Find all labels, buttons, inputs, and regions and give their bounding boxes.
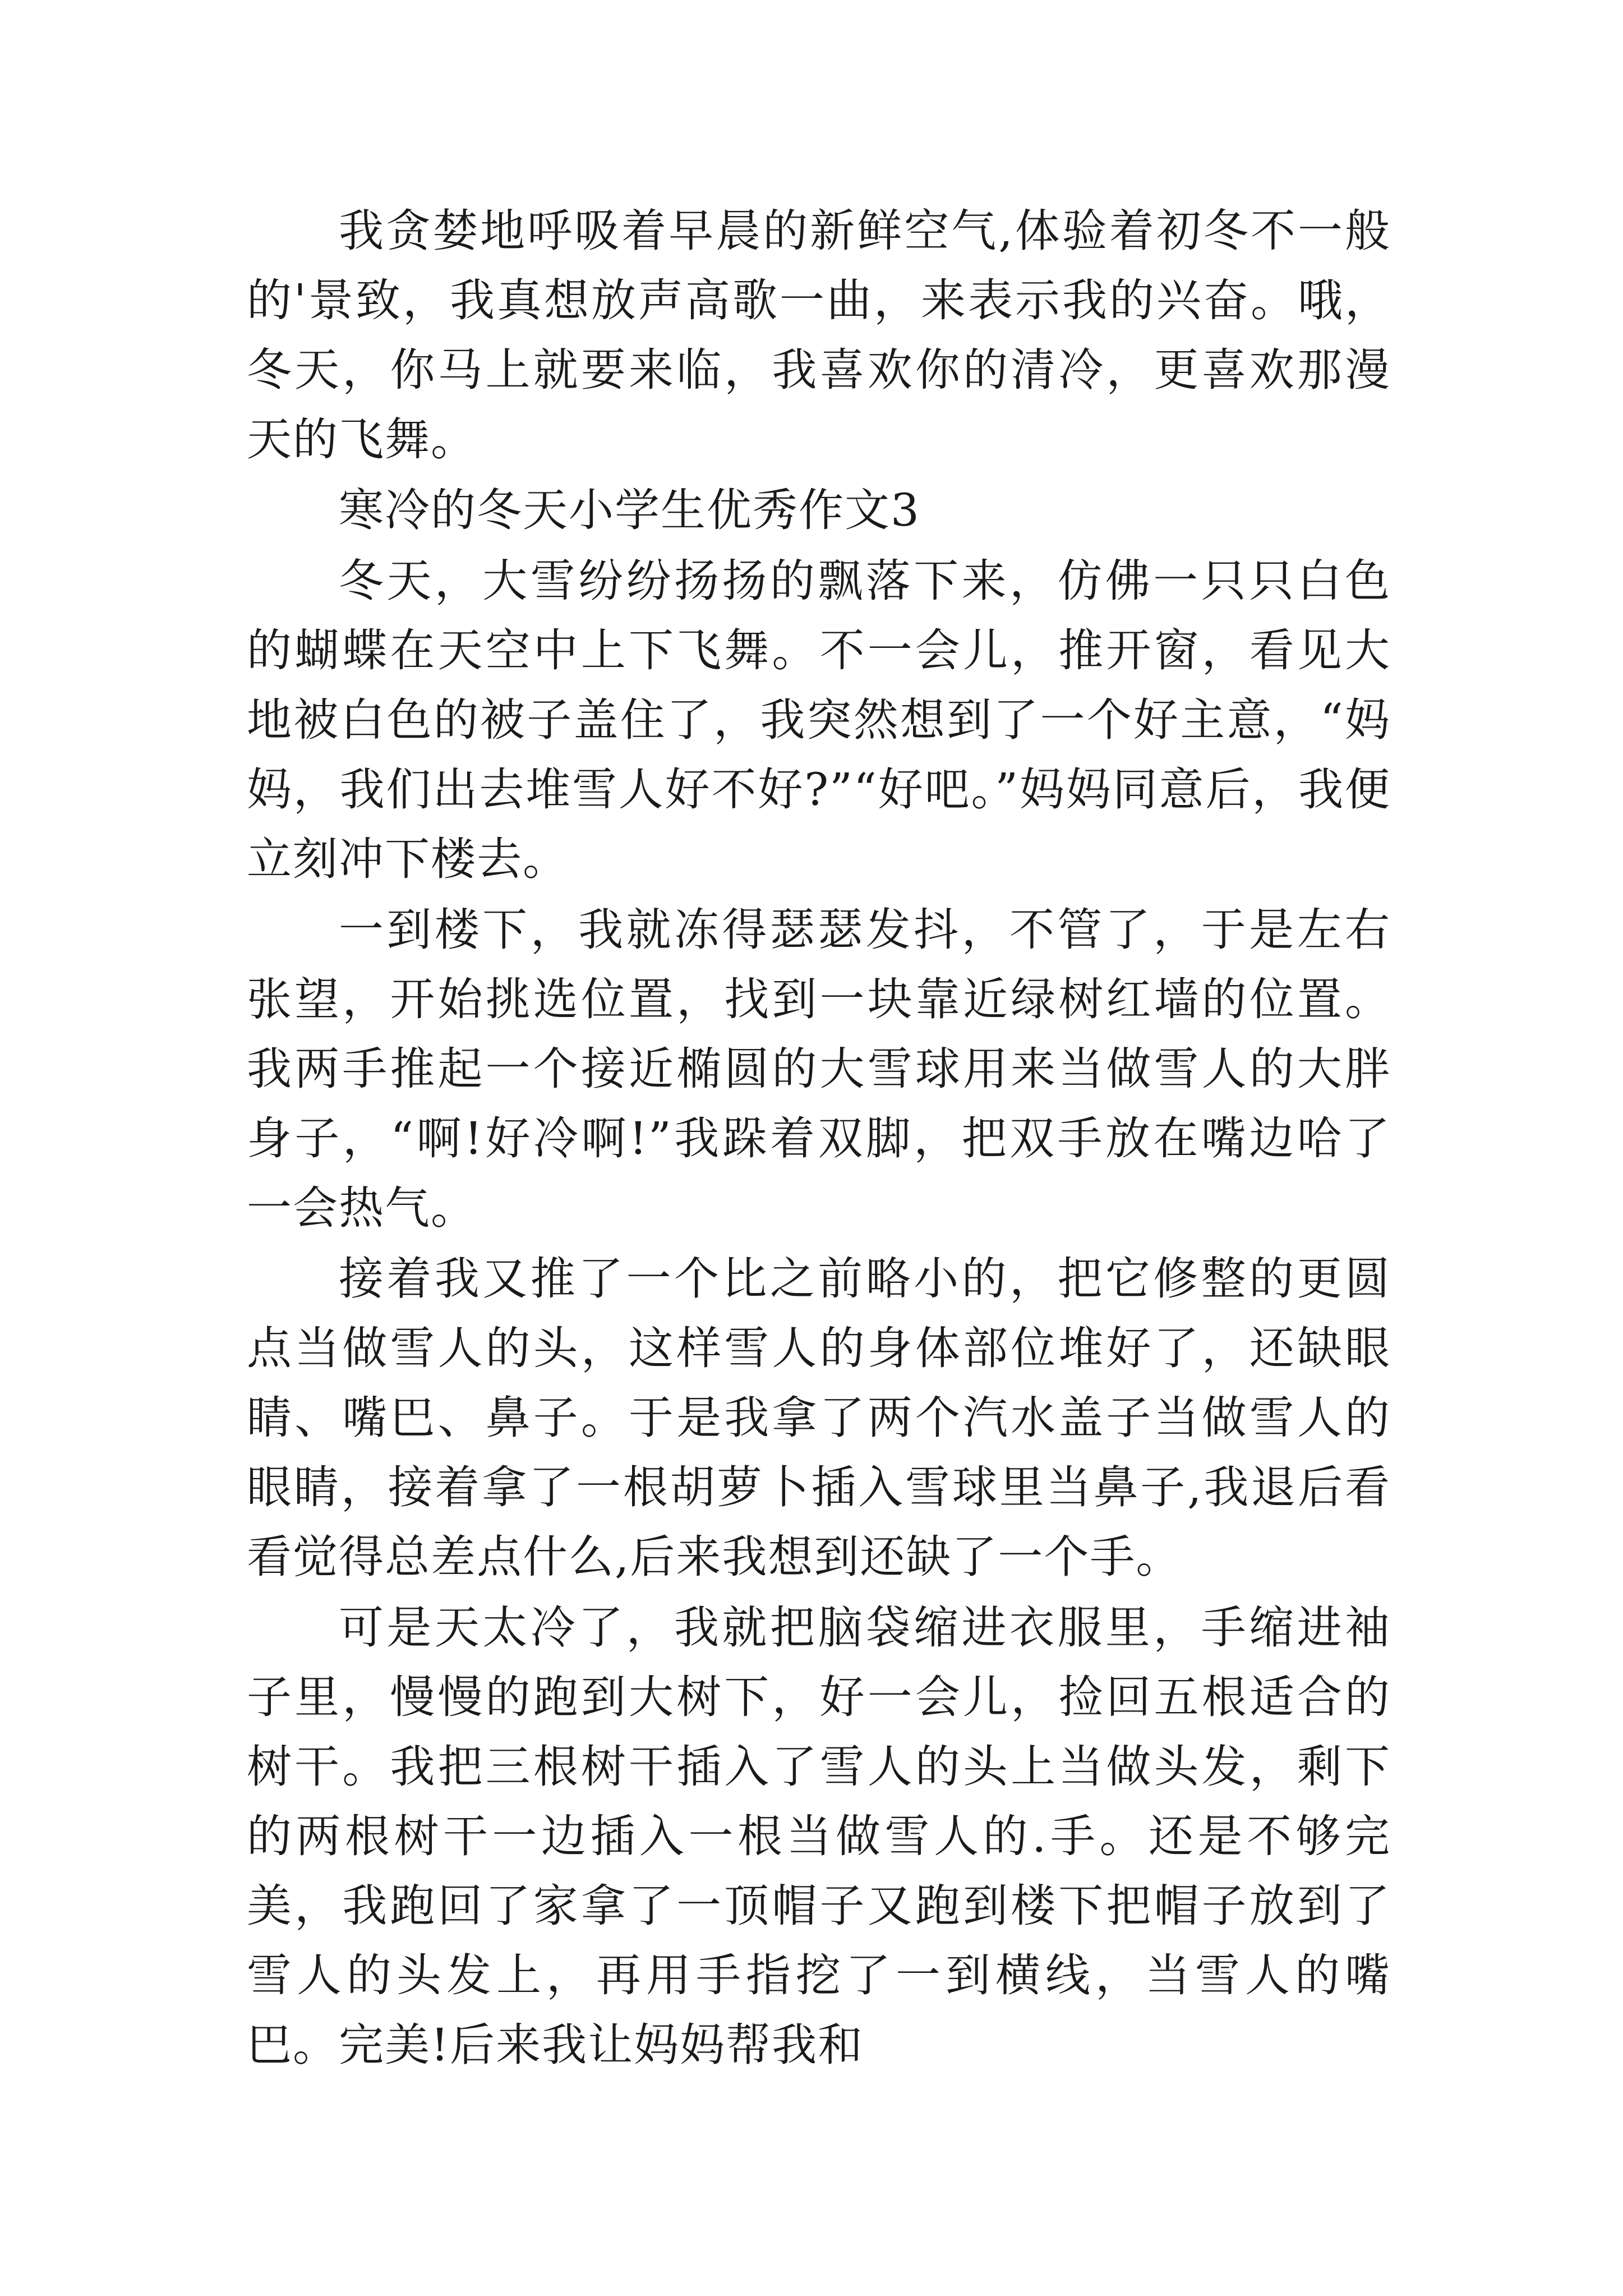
paragraph-4: 接着我又推了一个比之前略小的，把它修整的更圆点当做雪人的头，这样雪人的身体部位堆好了，还缺眼睛、嘴巴、鼻子。于是我拿了两个汽水盖子当做雪人的眼睛，接着拿了一根胡萝卜插入雪球里当鼻子,我退后看看觉得总差点什么,后来我想到还缺了一个手。 (247, 1253, 1391, 1583)
paragraph-5: 可是天太冷了，我就把脑袋缩进衣服里，手缩进袖子里，慢慢的跑到大树下，好一会儿，捡回五根适合的树干。我把三根树干插入了雪人的头上当做头发，剩下的两根树干一边插入一根当做雪人的.手。还是不够完美，我跑回了家拿了一顶帽子又跑到楼下把帽子放到了雪人的头发上，再用手指挖了一到横线，当雪人的嘴巴。完美!后来我让妈妈帮我和 (247, 1602, 1391, 2071)
essay-body (247, 196, 1391, 2081)
paragraph-2: 冬天，大雪纷纷扬扬的飘落下来，仿佛一只只白色的蝴蝶在天空中上下飞舞。不一会儿，推开窗，看见大地被白色的被子盖住了，我突然想到了一个好主意，“妈妈，我们出去堆雪人好不好?”“好吧。”妈妈同意后，我便立刻冲下楼去。 (247, 555, 1391, 885)
paragraph-3: 一到楼下，我就冻得瑟瑟发抖，不管了，于是左右张望，开始挑选位置，找到一块靠近绿树红墙的位置。我两手推起一个接近椭圆的大雪球用来当做雪人的大胖身子，“啊!好冷啊!”我跺着双脚，把双手放在嘴边哈了一会热气。 (247, 904, 1391, 1234)
essay-title: 寒冷的冬天小学生优秀作文3 (339, 484, 920, 536)
paragraph-1: 我贪婪地呼吸着早晨的新鲜空气,体验着初冬不一般的'景致，我真想放声高歌一曲，来表示我的兴奋。哦，冬天，你马上就要来临，我喜欢你的清冷，更喜欢那漫天的飞舞。 (247, 205, 1391, 466)
